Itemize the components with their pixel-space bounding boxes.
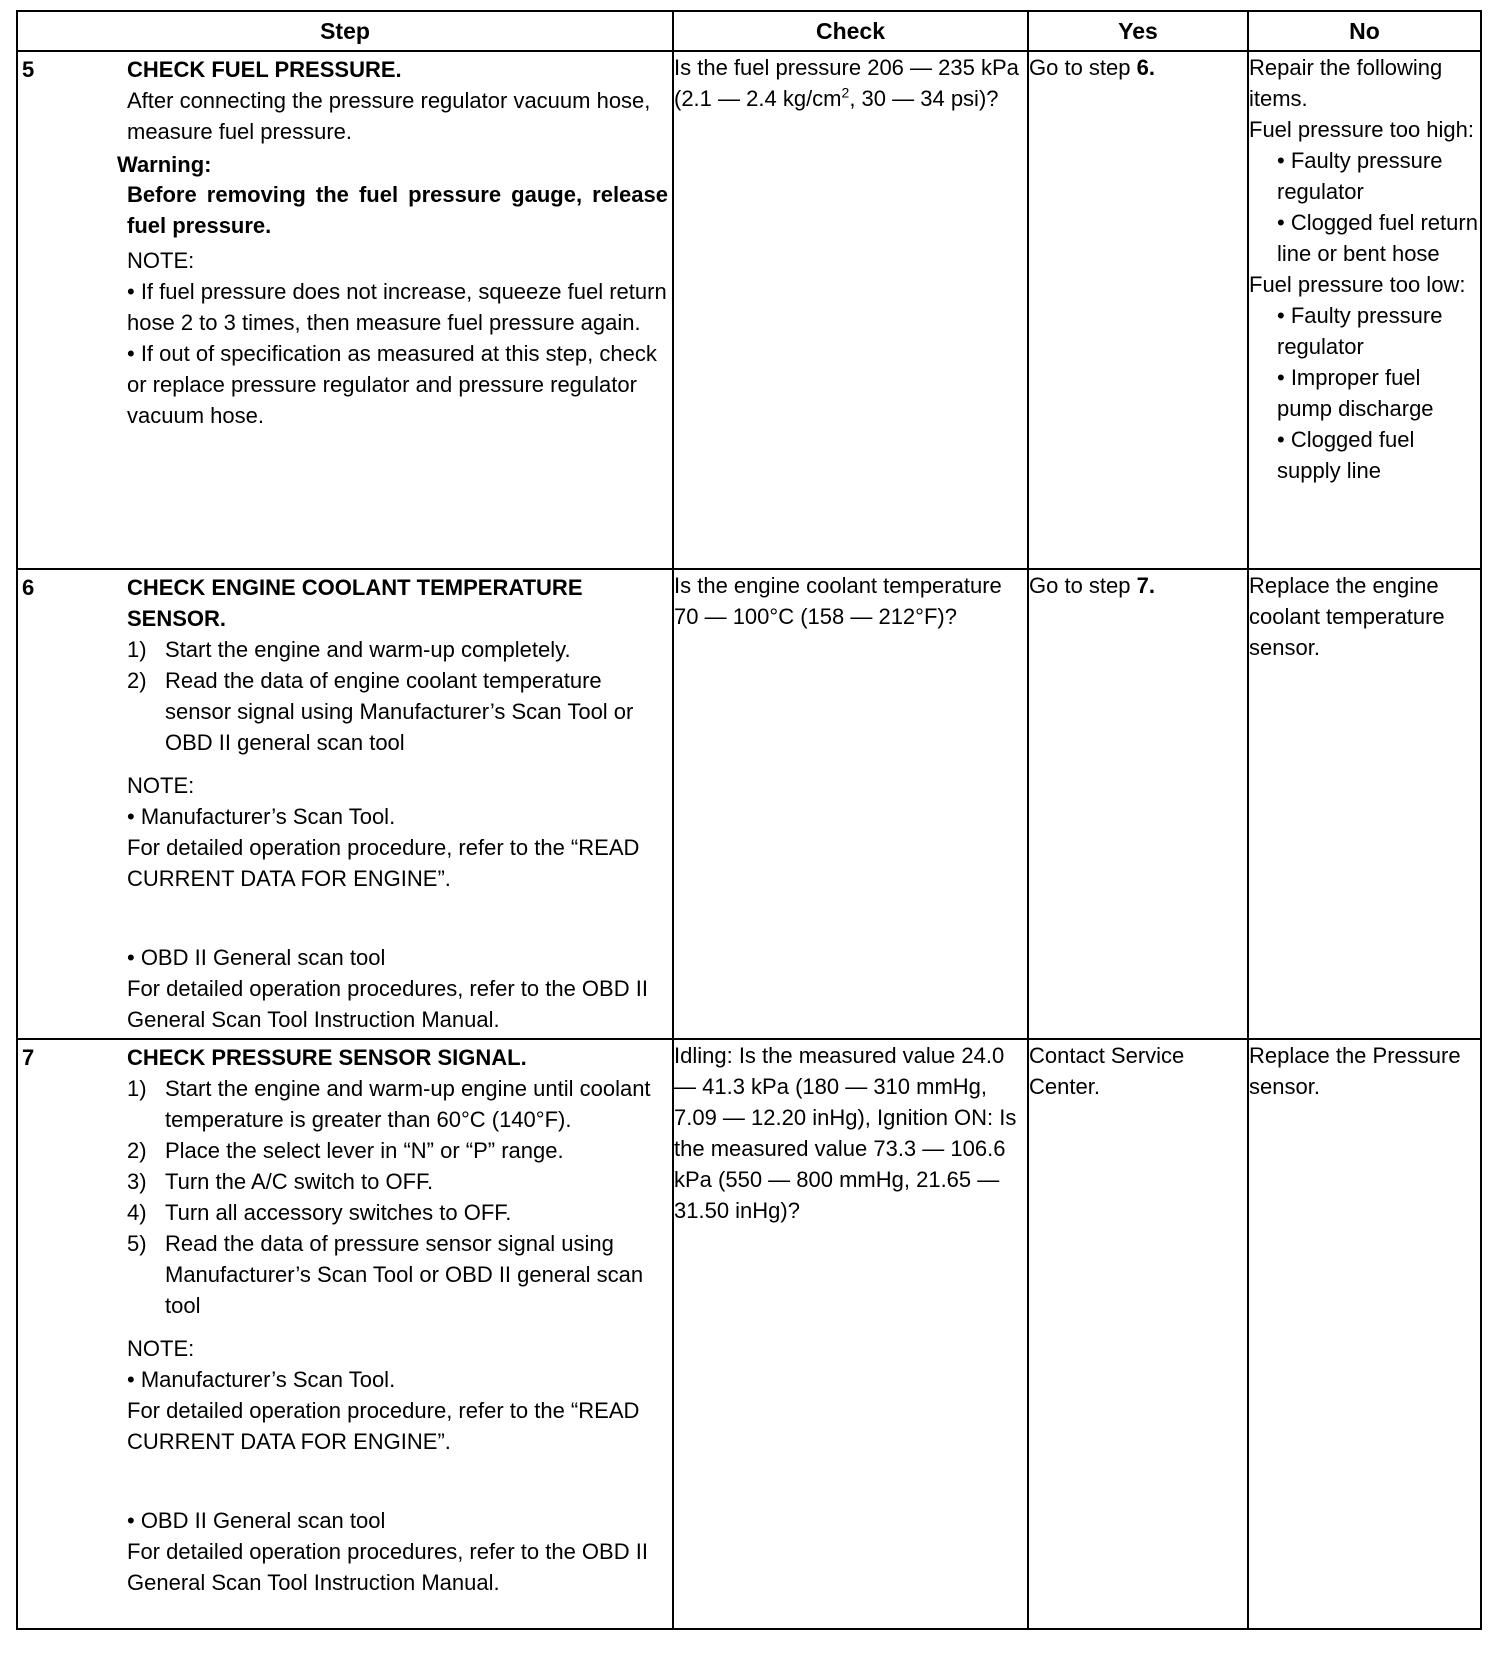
step-title: CHECK PRESSURE SENSOR SIGNAL. — [127, 1045, 527, 1070]
no-item: • Clogged fuel return line or bent hose — [1277, 210, 1478, 266]
step-item: 3) Turn the A/C switch to OFF. — [127, 1169, 434, 1194]
note-body: For detailed operation procedure, refer to the “READ CURRENT DATA FOR ENGINE”. — [127, 835, 640, 891]
no-cell: Replace the engine coolant temperature sensor. — [1248, 569, 1481, 1039]
step-title: CHECK ENGINE COOLANT TEMPERATURE SENSOR. — [127, 575, 583, 631]
yes-cell: Go to step 6. — [1028, 51, 1248, 569]
diagnostic-table — [16, 10, 1482, 1630]
col-header-yes: Yes — [1028, 11, 1248, 51]
no-intro: Repair the following items. — [1249, 55, 1443, 111]
step-item: 2) Read the data of engine coolant temperature sensor signal using Manufacturer’s Scan Tool or OBD II general scan tool — [127, 668, 634, 755]
table-row-step-7 — [17, 1039, 1481, 1629]
step-item: 4) Turn all accessory switches to OFF. — [127, 1200, 512, 1225]
header-row — [17, 11, 1481, 51]
step-number: 7 — [22, 1045, 35, 1070]
step-cell — [17, 569, 673, 1039]
no-cell: Replace the Pressure sensor. — [1248, 1039, 1481, 1629]
step-intro: After connecting the pressure regulator vacuum hose, measure fuel pressure. — [127, 88, 651, 144]
step-item: 5) Read the data of pressure sensor signal using Manufacturer’s Scan Tool or OBD II general scan tool — [127, 1231, 644, 1318]
check-cell: Idling: Is the measured value 24.0 — 41.3 kPa (180 — 310 mmHg, 7.09 — 12.20 inHg), Ignition ON: Is the measured value 73.3 — 106.6 kPa (550 — 800 mmHg, 21.65 — 31.50 inHg)? — [673, 1039, 1028, 1629]
table-row-step-6 — [17, 569, 1481, 1039]
note-item: • If out of specification as measured at this step, check or replace pressure regulator and pressure regulator vacuum hose. — [127, 341, 657, 428]
check-cell: Is the engine coolant temperature 70 — 100°C (158 — 212°F)? — [673, 569, 1028, 1039]
note-head: • OBD II General scan tool — [127, 1508, 386, 1533]
step-number: 5 — [22, 57, 35, 82]
step-item: 1) Start the engine and warm-up completely. — [127, 637, 571, 662]
no-item: • Faulty pressure regulator — [1277, 303, 1443, 359]
col-header-check: Check — [673, 11, 1028, 51]
col-header-step: Step — [17, 11, 673, 51]
no-item: • Improper fuel pump discharge — [1277, 365, 1434, 421]
step-title: CHECK FUEL PRESSURE. — [127, 57, 402, 82]
note-item: • If fuel pressure does not increase, squeeze fuel return hose 2 to 3 times, then measure fuel pressure again. — [127, 279, 667, 335]
step-item: 2) Place the select lever in “N” or “P” range. — [127, 1138, 564, 1163]
note-head: • Manufacturer’s Scan Tool. — [127, 804, 396, 829]
warning-label: Warning: — [117, 152, 212, 177]
note-head: • Manufacturer’s Scan Tool. — [127, 1367, 396, 1392]
col-header-no: No — [1248, 11, 1481, 51]
step-item: 1) Start the engine and warm-up engine until coolant temperature is greater than 60°C (140°F). — [127, 1076, 651, 1132]
check-cell: Is the fuel pressure 206 — 235 kPa (2.1 — 2.4 $kg/cm^2$, 30 — 34 psi)? — [673, 51, 1028, 569]
no-high-label: Fuel pressure too high: — [1249, 117, 1475, 142]
step-number: 6 — [22, 575, 35, 600]
note-label: NOTE: — [127, 1336, 195, 1361]
warning-text: Before removing the fuel pressure gauge, release fuel pressure. — [127, 182, 668, 238]
note-label: NOTE: — [127, 248, 195, 273]
no-item: • Faulty pressure regulator — [1277, 148, 1443, 204]
no-cell — [1248, 51, 1481, 569]
step-cell — [17, 1039, 673, 1629]
note-head: • OBD II General scan tool — [127, 945, 386, 970]
no-low-label: Fuel pressure too low: — [1249, 272, 1466, 297]
note-body: For detailed operation procedure, refer to the “READ CURRENT DATA FOR ENGINE”. — [127, 1398, 640, 1454]
yes-cell: Contact Service Center. — [1028, 1039, 1248, 1629]
note-body: For detailed operation procedures, refer to the OBD II General Scan Tool Instruction Manual. — [127, 1539, 648, 1595]
note-label: NOTE: — [127, 773, 195, 798]
step-cell — [17, 51, 673, 569]
yes-cell: Go to step 7. — [1028, 569, 1248, 1039]
table-row-step-5 — [17, 51, 1481, 569]
note-body: For detailed operation procedures, refer to the OBD II General Scan Tool Instruction Manual. — [127, 976, 648, 1032]
no-item: • Clogged fuel supply line — [1277, 427, 1415, 483]
